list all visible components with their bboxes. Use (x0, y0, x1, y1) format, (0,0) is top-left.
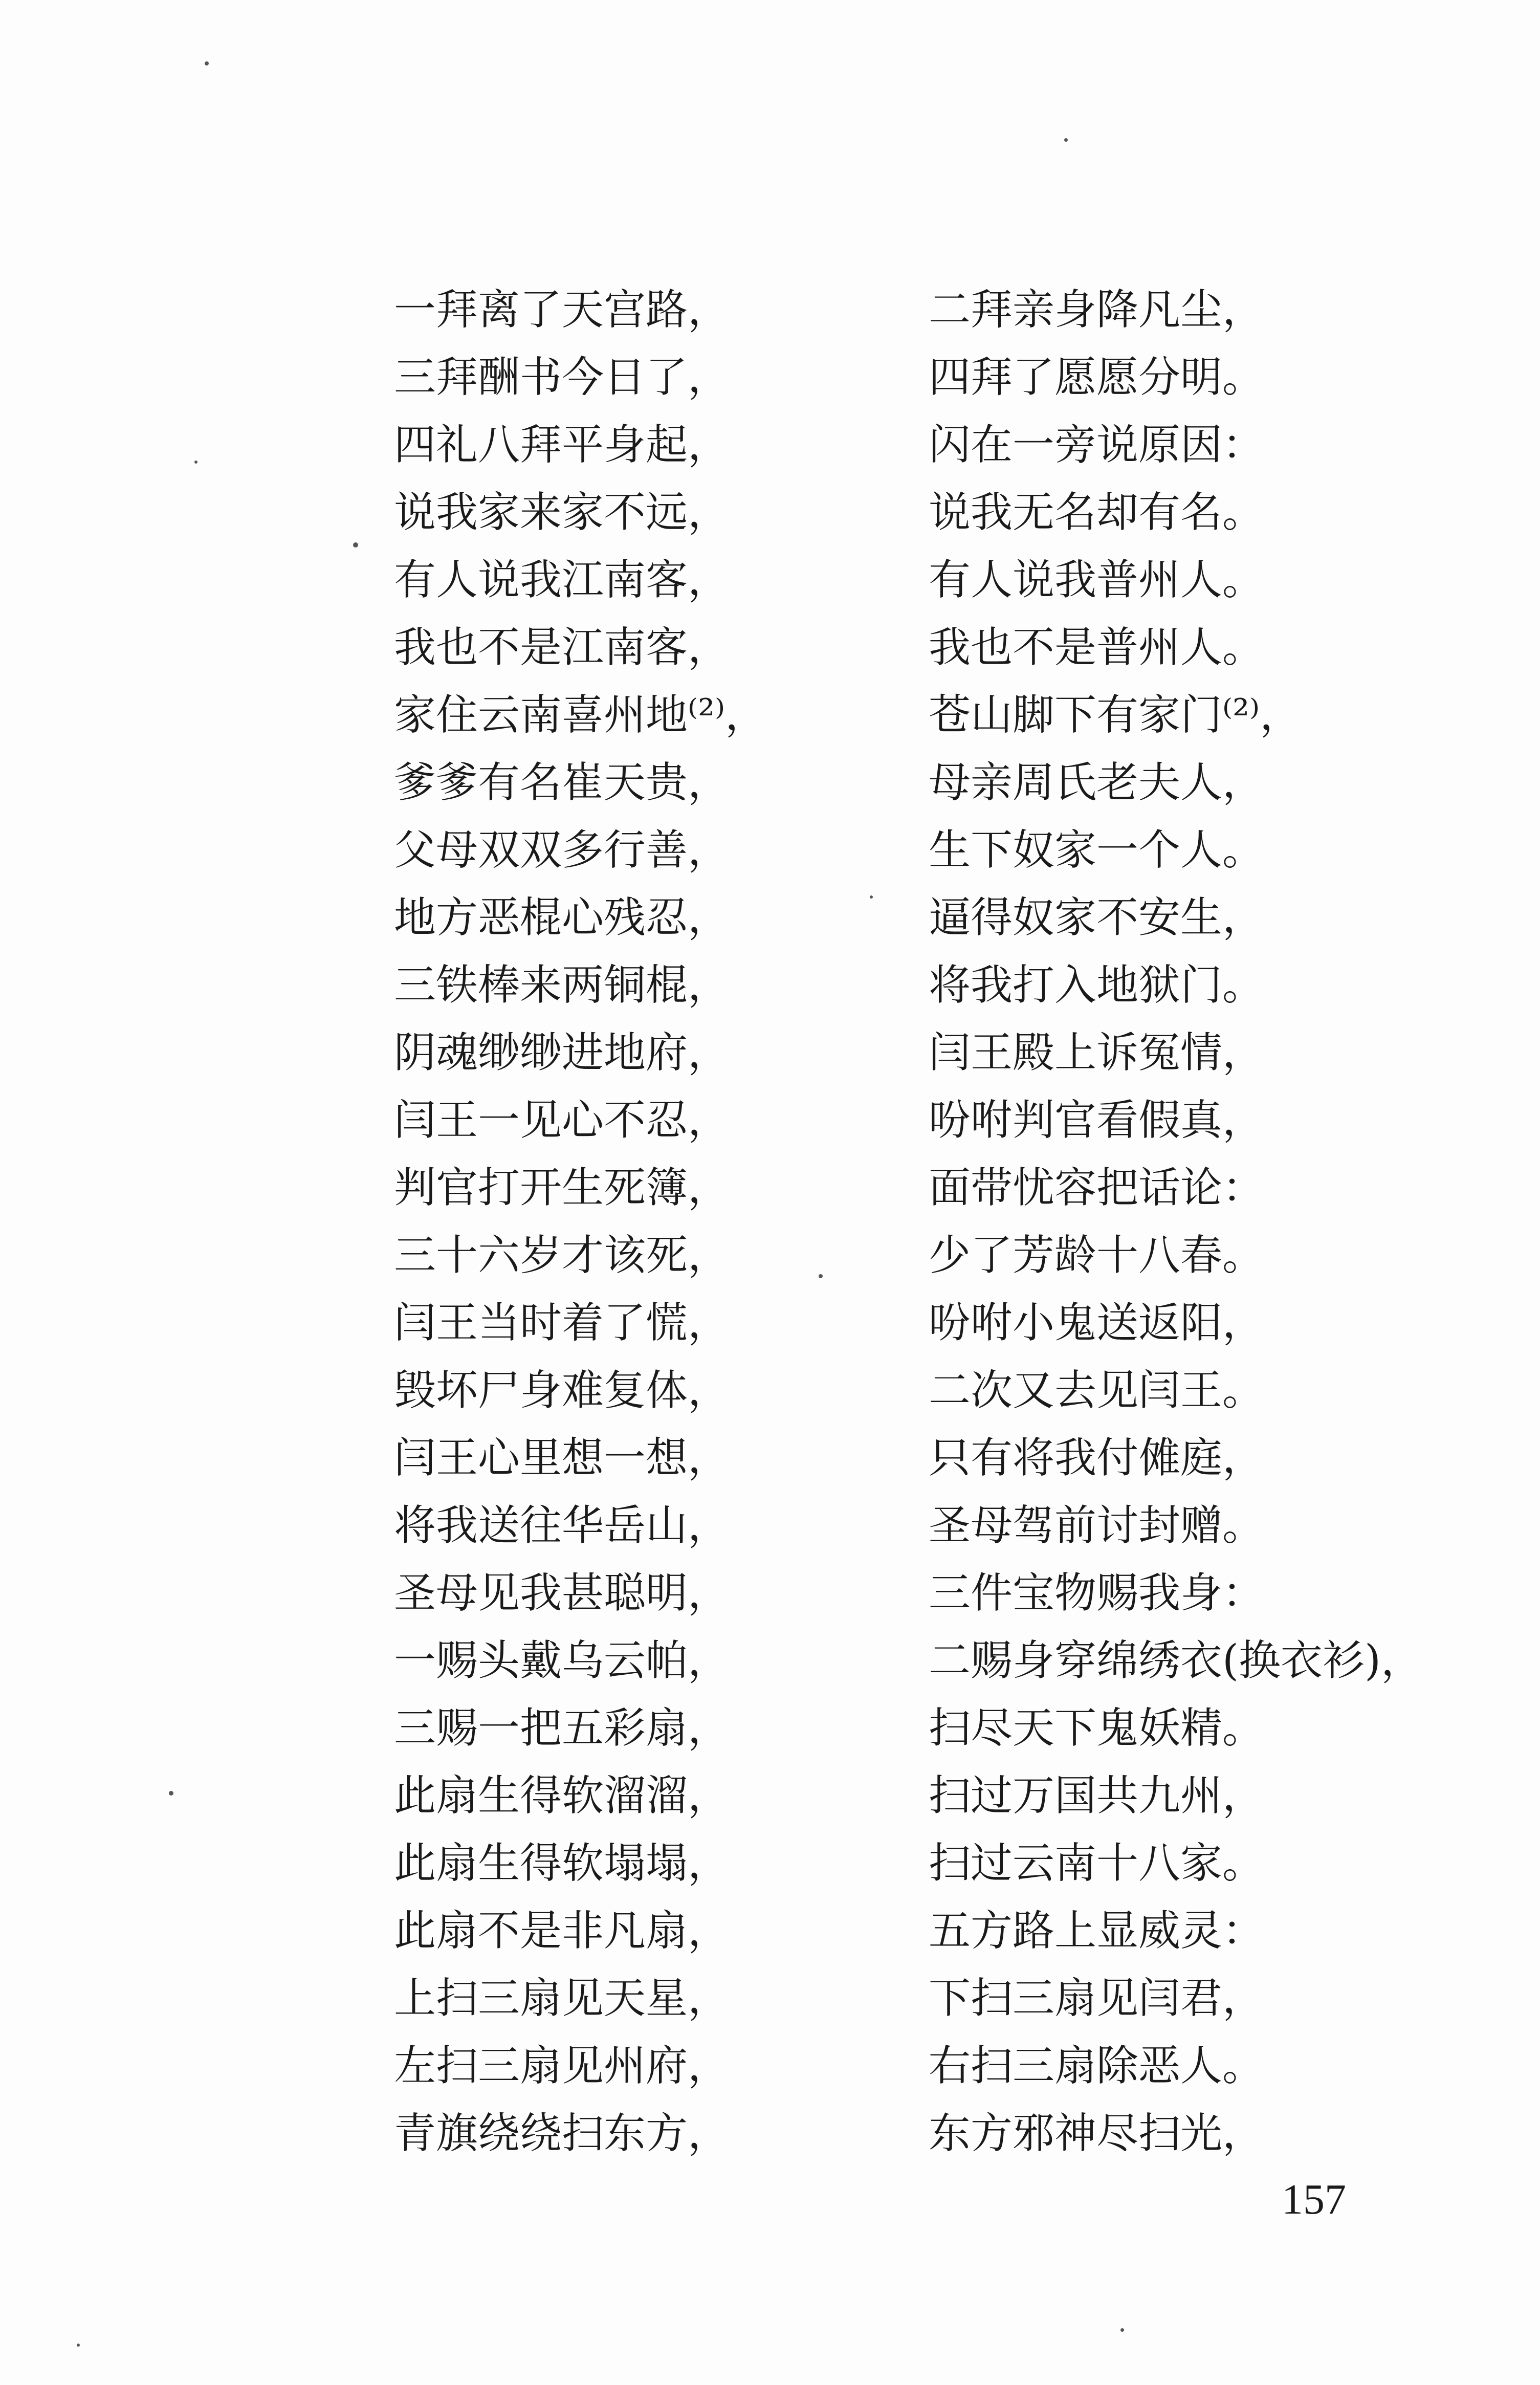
verse-line-left: 将我送往华岳山， (394, 1501, 730, 1550)
verse-line-right: 二次又去见闫王。 (929, 1366, 1265, 1415)
verse-line-left: 三拜酬书今日了， (394, 353, 730, 402)
verse-row (394, 1762, 1417, 1830)
verse-row (394, 1560, 1417, 1627)
verse-line-right: 将我打入地狱门。 (929, 961, 1265, 1010)
verse-line-right: 扫尽天下鬼妖精。 (929, 1704, 1265, 1753)
verse-row (394, 344, 1417, 411)
verse-line-right: 三件宝物赐我身： (929, 1569, 1265, 1617)
verse-line-left: 左扫三扇见州府， (394, 2042, 730, 2090)
verse-line-right: 吩咐小鬼送返阳， (929, 1299, 1265, 1347)
verse-line-left: 父母双双多行善， (394, 826, 730, 874)
verse-line-left: 地方恶棍心残忍， (394, 893, 730, 942)
verse-row (394, 749, 1417, 817)
verse-couplets (394, 276, 1423, 2168)
verse-line-left: 我也不是江南客， (394, 623, 730, 672)
verse-row (394, 682, 1417, 749)
verse-line-left: 家住云南喜州地⁽²⁾， (394, 691, 767, 739)
verse-line-right: 扫过万国共九州， (929, 1771, 1265, 1820)
verse-line-left: 此扇不是非凡扇， (394, 1907, 730, 1955)
verse-line-right: 东方邪神尽扫光， (929, 2109, 1265, 2158)
verse-line-right: 闫王殿上诉冤情， (929, 1029, 1265, 1077)
verse-row (394, 1087, 1417, 1154)
verse-line-left: 判官打开生死簿， (394, 1164, 730, 1212)
verse-line-left: 此扇生得软溜溜， (394, 1771, 730, 1820)
verse-row (394, 1830, 1417, 1897)
verse-line-left: 闫王一见心不忍， (394, 1096, 730, 1145)
verse-row (394, 479, 1417, 546)
verse-line-left: 毁坏尸身难复体， (394, 1366, 730, 1415)
verse-line-right: 面带忧容把话论： (929, 1164, 1265, 1212)
verse-line-left: 说我家来家不远， (394, 488, 730, 537)
verse-line-right: 我也不是普州人。 (929, 623, 1265, 672)
verse-line-left: 阴魂缈缈进地府， (394, 1029, 730, 1077)
verse-row (394, 1627, 1423, 1695)
verse-row (394, 1695, 1417, 1762)
verse-line-right: 少了芳龄十八春。 (929, 1231, 1265, 1280)
verse-row (394, 1897, 1417, 1965)
verse-line-right: 下扫三扇见闫君， (929, 1974, 1265, 2023)
verse-line-left: 闫王心里想一想， (394, 1434, 730, 1482)
verse-line-left: 青旗绕绕扫东方， (394, 2109, 730, 2158)
verse-row (394, 2032, 1417, 2100)
verse-line-left: 一拜离了天宫路， (394, 286, 730, 334)
verse-line-right: 说我无名却有名。 (929, 488, 1265, 537)
verse-line-left: 此扇生得软塌塌， (394, 1839, 730, 1888)
verse-row (394, 1154, 1417, 1222)
verse-line-right: 只有将我付傩庭， (929, 1434, 1265, 1482)
scan-speck (205, 61, 209, 65)
verse-row (394, 1425, 1417, 1492)
verse-row (394, 1222, 1417, 1289)
scan-speck (353, 542, 358, 548)
verse-line-left: 上扫三扇见天星， (394, 1974, 730, 2023)
verse-line-left: 四礼八拜平身起， (394, 421, 730, 469)
verse-line-right: 闪在一旁说原因： (929, 421, 1265, 469)
verse-row (394, 411, 1417, 479)
verse-line-left: 三十六岁才该死， (394, 1231, 730, 1280)
verse-line-right: 吩咐判官看假真， (929, 1096, 1265, 1145)
verse-line-right: 扫过云南十八家。 (929, 1839, 1265, 1888)
verse-line-right: 二拜亲身降凡尘， (929, 286, 1265, 334)
scan-speck (169, 1791, 173, 1796)
verse-line-right: 生下奴家一个人。 (929, 826, 1265, 874)
verse-line-left: 圣母见我甚聪明， (394, 1569, 730, 1617)
verse-line-right: 五方路上显威灵： (929, 1907, 1265, 1955)
verse-row (394, 1019, 1417, 1087)
verse-line-left: 三铁棒来两铜棍， (394, 961, 730, 1010)
scan-speck (1120, 2328, 1124, 2332)
verse-row (394, 884, 1417, 952)
verse-line-left: 有人说我江南客， (394, 556, 730, 604)
page-number: 157 (1282, 2176, 1346, 2223)
scan-speck (77, 2344, 80, 2347)
verse-row (394, 614, 1417, 682)
verse-row (394, 1289, 1417, 1357)
verse-line-left: 闫王当时着了慌， (394, 1299, 730, 1347)
verse-row (394, 1492, 1417, 1560)
verse-line-right: 母亲周氏老夫人， (929, 758, 1265, 807)
verse-row (394, 546, 1417, 614)
scan-speck (194, 461, 197, 464)
verse-row (394, 276, 1417, 344)
verse-line-left: 爹爹有名崔天贵， (394, 758, 730, 807)
verse-row (394, 1357, 1417, 1425)
verse-line-right: 逼得奴家不安生， (929, 893, 1265, 942)
verse-row (394, 952, 1417, 1019)
verse-line-left: 一赐头戴乌云帕， (394, 1636, 730, 1685)
verse-row (394, 1965, 1417, 2032)
verse-row (394, 2100, 1417, 2168)
verse-line-right: 右扫三扇除恶人。 (929, 2042, 1265, 2090)
scan-speck (819, 1274, 823, 1278)
verse-line-right: 二赐身穿绵绣衣(换衣衫)， (929, 1636, 1423, 1685)
verse-line-right: 苍山脚下有家门⁽²⁾， (929, 691, 1302, 739)
scan-speck (870, 895, 873, 899)
scan-speck (1064, 138, 1068, 142)
verse-line-left: 三赐一把五彩扇， (394, 1704, 730, 1753)
verse-row (394, 817, 1417, 884)
verse-line-right: 有人说我普州人。 (929, 556, 1265, 604)
verse-line-right: 四拜了愿愿分明。 (929, 353, 1265, 402)
verse-line-right: 圣母驾前讨封赠。 (929, 1501, 1265, 1550)
